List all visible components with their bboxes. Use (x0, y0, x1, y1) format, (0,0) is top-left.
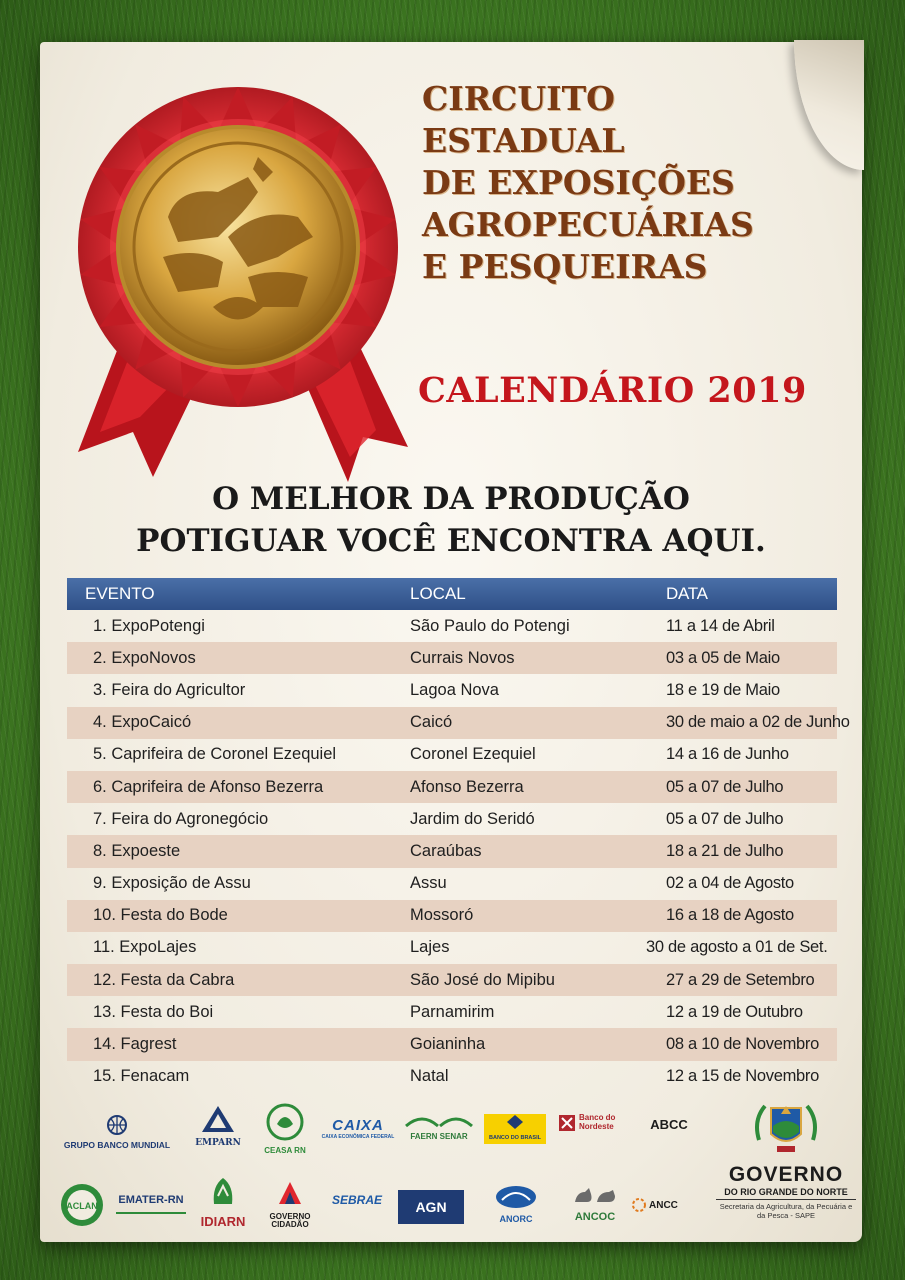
goat-sheep-icon (571, 1186, 619, 1206)
cell-evento: 15. Fenacam (93, 1067, 190, 1086)
cell-local: Caraúbas (410, 841, 482, 860)
sebrae-logo: SEBRAE (331, 1193, 382, 1207)
slogan-line: O MELHOR DA PRODUÇÃO (212, 481, 690, 517)
emater-logo: EMATER-RN (116, 1194, 186, 1214)
cell-evento: 11. ExpoLajes (93, 938, 197, 957)
table-row (67, 1061, 837, 1093)
ceasa-logo: CEASA RN (256, 1102, 314, 1155)
idiarn-mark-icon (208, 1174, 238, 1210)
cell-data: 05 a 07 de Julho (666, 809, 784, 828)
title-line: DE EXPOSIÇÕES (422, 163, 735, 202)
banco-do-brasil-logo: BANCO DO BRASIL (484, 1114, 546, 1144)
cell-data: 30 de agosto a 01 de Set. (646, 938, 828, 957)
title-line: CIRCUITO (422, 79, 615, 118)
cell-data: 11 a 14 de Abril (666, 616, 775, 635)
paper-curl (794, 40, 864, 170)
cell-data: 05 a 07 de Julho (666, 777, 784, 796)
idiarn-logo: IDIARN (192, 1174, 254, 1229)
cell-data: 08 a 10 de Novembro (666, 1035, 819, 1054)
header-evento: EVENTO (85, 584, 155, 603)
title-line: ESTADUAL (422, 121, 625, 160)
cell-data: 16 a 18 de Agosto (666, 906, 794, 925)
cell-data: 12 a 15 de Novembro (666, 1067, 819, 1086)
table-row (67, 835, 837, 867)
cell-data: 02 a 04 de Agosto (666, 874, 794, 893)
banco-mundial-logo: GRUPO BANCO MUNDIAL (58, 1114, 176, 1150)
cell-data: 12 a 19 de Outubro (666, 1002, 803, 1021)
government-name: GOVERNO (728, 1163, 844, 1186)
faern-senar-mark-icon (404, 1112, 474, 1128)
slogan (40, 478, 862, 562)
state-coat-of-arms-icon (751, 1100, 821, 1158)
table-row (67, 739, 837, 771)
cell-evento: 2. ExpoNovos (93, 648, 196, 667)
cell-local: Assu (410, 874, 447, 893)
table-header (67, 578, 837, 610)
table-row (67, 803, 837, 835)
cell-local: Currais Novos (410, 648, 515, 667)
sponsor-logos (58, 1102, 708, 1242)
cell-local: Caicó (410, 713, 453, 732)
cell-local: Mossoró (410, 906, 474, 925)
government-secretariat: Secretaria da Agricultura, da Pecuária e da Pesca - SAPE (719, 1202, 853, 1220)
agn-logo: AGN (398, 1190, 464, 1224)
anorc-logo: ANORC (476, 1184, 556, 1224)
cell-evento: 5. Caprifeira de Coronel Ezequiel (93, 745, 337, 764)
header-data: DATA (666, 584, 708, 603)
slogan-line: POTIGUAR VOCÊ ENCONTRA AQUI. (136, 523, 766, 559)
cell-evento: 4. ExpoCaicó (93, 713, 192, 732)
cell-local: Coronel Ezequiel (410, 745, 536, 764)
faern-senar-logo: FAERN SENAR (400, 1112, 478, 1141)
table-row (67, 932, 837, 964)
table-row (67, 1028, 837, 1060)
cell-evento: 7. Feira do Agronegócio (93, 809, 269, 828)
aclan-text: ACLAN (66, 1201, 98, 1211)
abcc-logo: ABCC (650, 1117, 688, 1132)
ancc-mark-icon (632, 1198, 646, 1212)
banco-do-nordeste-logo: Banco do Nordeste (558, 1114, 634, 1132)
ancoc-logo: ANCOC (564, 1186, 626, 1223)
cell-local: Jardim do Seridó (410, 809, 535, 828)
globe-icon (106, 1114, 128, 1136)
cell-evento: 9. Exposição de Assu (93, 874, 251, 893)
cell-local: Parnamirim (410, 1002, 495, 1021)
caixa-logo: CAIXA CAIXA ECONÔMICA FEDERAL (321, 1117, 395, 1140)
table-row (67, 610, 837, 642)
calendar-title: CALENDÁRIO 2019 (418, 370, 807, 411)
government-state: DO RIO GRANDE DO NORTE (716, 1187, 856, 1200)
cell-data: 30 de maio a 02 de Junho (666, 713, 850, 732)
emparn-logo: EMPARN (188, 1104, 248, 1148)
table-row (67, 868, 837, 900)
table-row (67, 707, 850, 739)
rosette-medal-icon (58, 72, 418, 492)
cell-evento: 8. Expoeste (93, 841, 181, 860)
emparn-mark-icon (200, 1104, 236, 1134)
aclan-logo (58, 1182, 106, 1233)
cell-data: 03 a 05 de Maio (666, 648, 780, 667)
cell-data: 14 a 16 de Junho (666, 745, 789, 764)
table-row (67, 900, 837, 932)
cell-local: Goianinha (410, 1035, 486, 1054)
cell-evento: 6. Caprifeira de Afonso Bezerra (93, 777, 324, 796)
poster-title (422, 78, 754, 288)
cell-evento: 1. ExpoPotengi (93, 616, 205, 635)
cell-local: Afonso Bezerra (410, 777, 524, 796)
table-row (67, 996, 837, 1028)
cell-data: 18 e 19 de Maio (666, 680, 780, 699)
anorc-mark-icon (494, 1184, 538, 1210)
cell-local: Lajes (410, 938, 450, 957)
title-line: AGROPECUÁRIAS (422, 205, 754, 244)
cell-evento: 3. Feira do Agricultor (93, 680, 246, 699)
cell-local: São José do Mipibu (410, 970, 555, 989)
cell-evento: 10. Festa do Bode (93, 906, 228, 925)
cell-data: 18 a 21 de Julho (666, 841, 784, 860)
cell-local: São Paulo do Potengi (410, 616, 570, 635)
title-line: E PESQUEIRAS (422, 247, 708, 286)
bnb-mark-icon (558, 1114, 576, 1132)
cell-local: Lagoa Nova (410, 680, 499, 699)
aclan-mark-icon (59, 1182, 105, 1228)
table-row (67, 642, 837, 674)
cell-evento: 14. Fagrest (93, 1035, 177, 1054)
events-table (67, 578, 850, 1093)
ancc-logo: ANCC (632, 1198, 702, 1212)
cell-evento: 12. Festa da Cabra (93, 970, 235, 989)
table-row (67, 771, 837, 803)
government-seal (716, 1100, 856, 1220)
table-row (67, 964, 837, 996)
header-local: LOCAL (410, 584, 466, 603)
cell-data: 27 a 29 de Setembro (666, 970, 815, 989)
ceasa-mark-icon (265, 1102, 305, 1142)
cell-local: Natal (410, 1067, 449, 1086)
bb-mark-icon (505, 1114, 525, 1130)
cell-evento: 13. Festa do Boi (93, 1002, 214, 1021)
poster-paper (40, 42, 862, 1242)
governo-cidadao-logo: GOVERNO CIDADÃO (260, 1178, 320, 1230)
table-row (67, 674, 837, 706)
governo-cidadao-mark-icon (275, 1178, 305, 1208)
